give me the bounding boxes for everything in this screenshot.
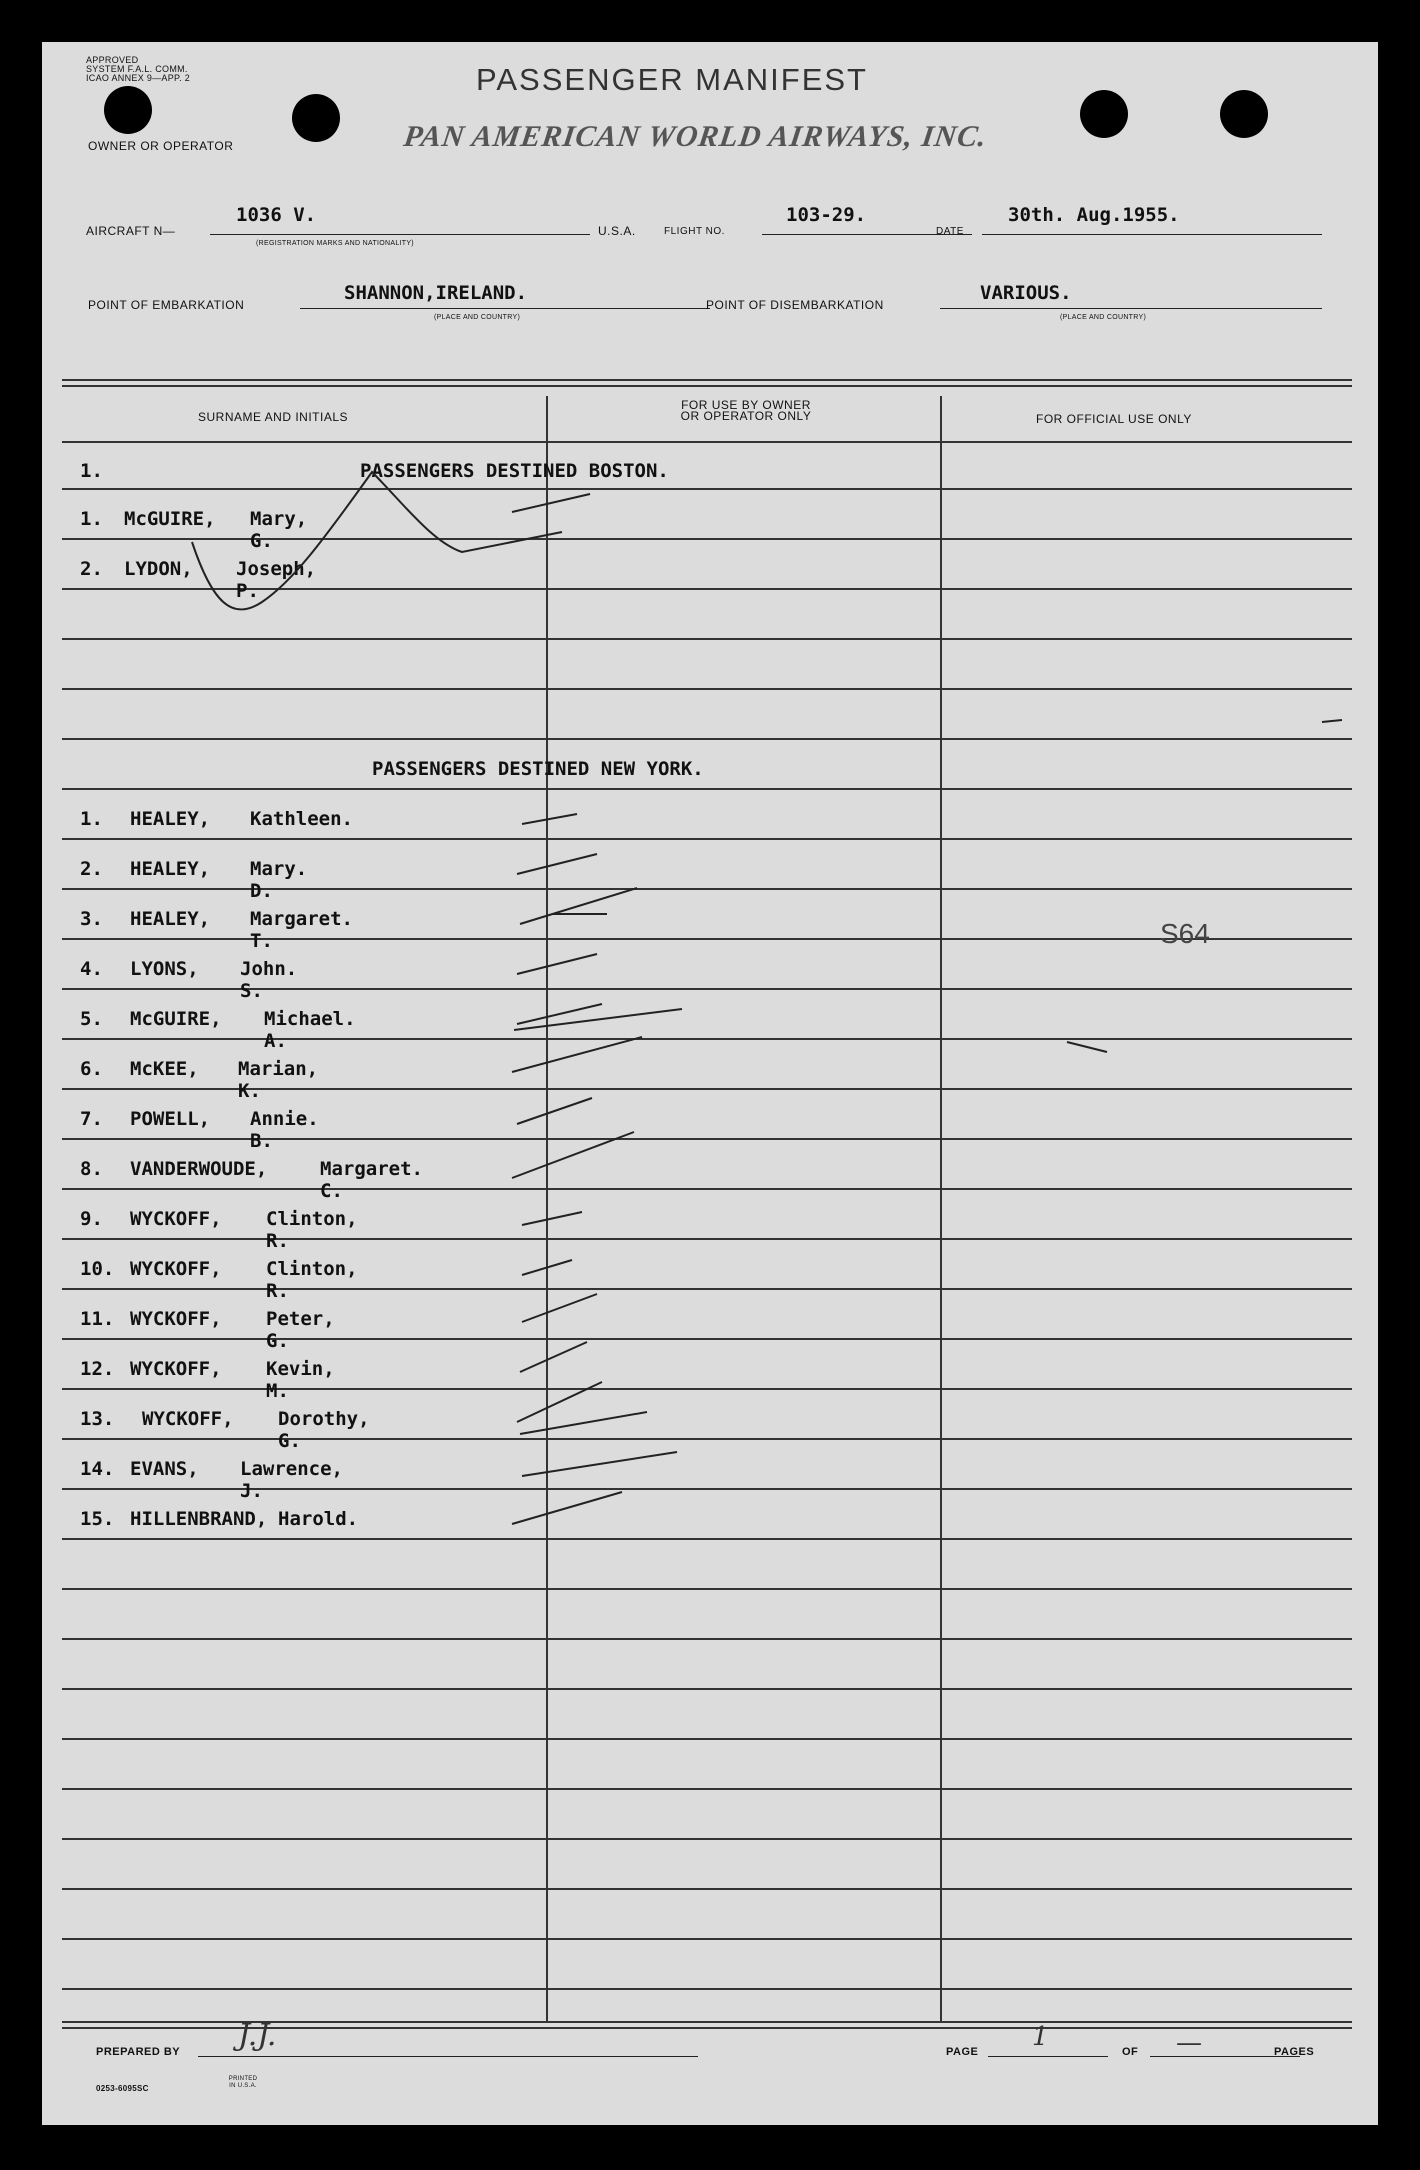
row-number: 13. — [80, 1408, 115, 1430]
passenger-given-names: Mary, G. — [250, 508, 308, 552]
row-number: 2. — [80, 858, 103, 880]
page-underline — [988, 2056, 1108, 2057]
passenger-given-names: Harold. — [278, 1508, 359, 1530]
disembark-label: POINT OF DISEMBARKATION — [706, 298, 884, 312]
prepared-by-label: PREPARED BY — [96, 2046, 181, 2058]
nationality-value: U.S.A. — [598, 224, 636, 238]
row-number: 3. — [80, 908, 103, 930]
flight-label: FLIGHT NO. — [664, 226, 725, 237]
aircraft-value: 1036 V. — [236, 204, 317, 226]
row-number: 14. — [80, 1458, 115, 1480]
passenger-given-names: Annie. B. — [250, 1108, 319, 1152]
passenger-surname: POWELL, — [130, 1108, 211, 1130]
boston-heading: PASSENGERS DESTINED BOSTON. — [360, 460, 669, 482]
passenger-given-names: Marian, K. — [238, 1058, 319, 1102]
approval-line: APPROVED — [86, 55, 139, 65]
column-header-official: FOR OFFICIAL USE ONLY — [1036, 412, 1192, 426]
row-number: 12. — [80, 1358, 115, 1380]
passenger-surname: HILLENBRAND, — [130, 1508, 268, 1530]
passenger-surname: VANDERWOUDE, — [130, 1158, 268, 1180]
passenger-given-names: Clinton, R. — [266, 1258, 358, 1302]
passenger-given-names: Michael. A. — [264, 1008, 356, 1052]
passenger-given-names: John. S. — [240, 958, 298, 1002]
passenger-surname: HEALEY, — [130, 908, 211, 930]
row-number: 8. — [80, 1158, 103, 1180]
prepared-by-signature: J.J. — [238, 2018, 277, 2053]
passenger-given-names: Kathleen. — [250, 808, 353, 830]
passenger-surname: WYCKOFF, — [142, 1408, 234, 1430]
embark-label: POINT OF EMBARKATION — [88, 298, 245, 312]
embark-value: SHANNON,IRELAND. — [344, 282, 528, 304]
date-label: DATE — [936, 226, 964, 237]
pages-label: PAGES — [1274, 2046, 1315, 2058]
passenger-given-names: Margaret. C. — [320, 1158, 423, 1202]
passenger-surname: WYCKOFF, — [130, 1258, 222, 1280]
row-number: 1. — [80, 808, 103, 830]
operator-name: PAN AMERICAN WORLD AIRWAYS, INC. — [401, 120, 990, 153]
place-note: (PLACE AND COUNTRY) — [1060, 314, 1147, 321]
passenger-surname: McGUIRE, — [130, 1008, 222, 1030]
manifest-sheet — [42, 42, 1378, 2125]
pen-marks-svg — [42, 42, 1378, 2125]
row-number: 4. — [80, 958, 103, 980]
form-code: 0253-6095SC — [96, 2084, 149, 2093]
form-title: PASSENGER MANIFEST — [476, 62, 868, 97]
date-value: 30th. Aug.1955. — [1008, 204, 1180, 226]
prepared-by-underline — [198, 2056, 698, 2057]
column-header-surname: SURNAME AND INITIALS — [198, 410, 349, 424]
row-number: 9. — [80, 1208, 103, 1230]
passenger-surname: HEALEY, — [130, 858, 211, 880]
passenger-given-names: Peter, G. — [266, 1308, 335, 1352]
place-note: (PLACE AND COUNTRY) — [434, 314, 521, 321]
disembark-value: VARIOUS. — [980, 282, 1072, 304]
passenger-given-names: Kevin, M. — [266, 1358, 335, 1402]
approval-line: SYSTEM F.A.L. COMM. — [86, 64, 188, 74]
aircraft-label: AIRCRAFT N— — [86, 224, 176, 238]
page-label: PAGE — [946, 2046, 979, 2058]
passenger-surname: LYDON, — [124, 558, 193, 580]
row-number: 2. — [80, 558, 103, 580]
column-header-owner-line: FOR USE BY OWNER — [681, 398, 811, 412]
column-header-owner-line: OR OPERATOR ONLY — [680, 409, 812, 423]
row-number: 15. — [80, 1508, 115, 1530]
passenger-surname: McKEE, — [130, 1058, 199, 1080]
row-number: 5. — [80, 1008, 103, 1030]
passenger-given-names: Mary. D. — [250, 858, 308, 902]
registration-note: (REGISTRATION MARKS AND NATIONALITY) — [256, 240, 414, 247]
of-label: OF — [1122, 2046, 1139, 2058]
passenger-given-names: Margaret. T. — [250, 908, 353, 952]
passenger-surname: HEALEY, — [130, 808, 211, 830]
passenger-given-names: Dorothy, G. — [278, 1408, 370, 1452]
flight-value: 103-29. — [786, 204, 867, 226]
passenger-given-names: Lawrence, J. — [240, 1458, 343, 1502]
row-number: 6. — [80, 1058, 103, 1080]
row-number: 7. — [80, 1108, 103, 1130]
passenger-given-names: Joseph, P. — [236, 558, 317, 602]
of-value: — — [1176, 2028, 1202, 2058]
passenger-surname: WYCKOFF, — [130, 1208, 222, 1230]
passenger-surname: LYONS, — [130, 958, 199, 980]
page-value: 1 — [1032, 2022, 1049, 2052]
boston-row-number: 1. — [80, 460, 103, 482]
row-number: 11. — [80, 1308, 115, 1330]
passenger-surname: WYCKOFF, — [130, 1358, 222, 1380]
row-number: 10. — [80, 1258, 115, 1280]
passenger-surname: EVANS, — [130, 1458, 199, 1480]
official-handwritten-mark: S64 — [1160, 918, 1210, 949]
printed-note: PRINTED IN U.S.A. — [228, 2076, 258, 2089]
row-number: 1. — [80, 508, 103, 530]
passenger-given-names: Clinton, R. — [266, 1208, 358, 1252]
passenger-surname: McGUIRE, — [124, 508, 216, 530]
new-york-heading: PASSENGERS DESTINED NEW YORK. — [372, 758, 704, 780]
passenger-surname: WYCKOFF, — [130, 1308, 222, 1330]
approval-line: ICAO ANNEX 9—APP. 2 — [86, 73, 191, 83]
owner-label: OWNER OR OPERATOR — [88, 139, 234, 153]
